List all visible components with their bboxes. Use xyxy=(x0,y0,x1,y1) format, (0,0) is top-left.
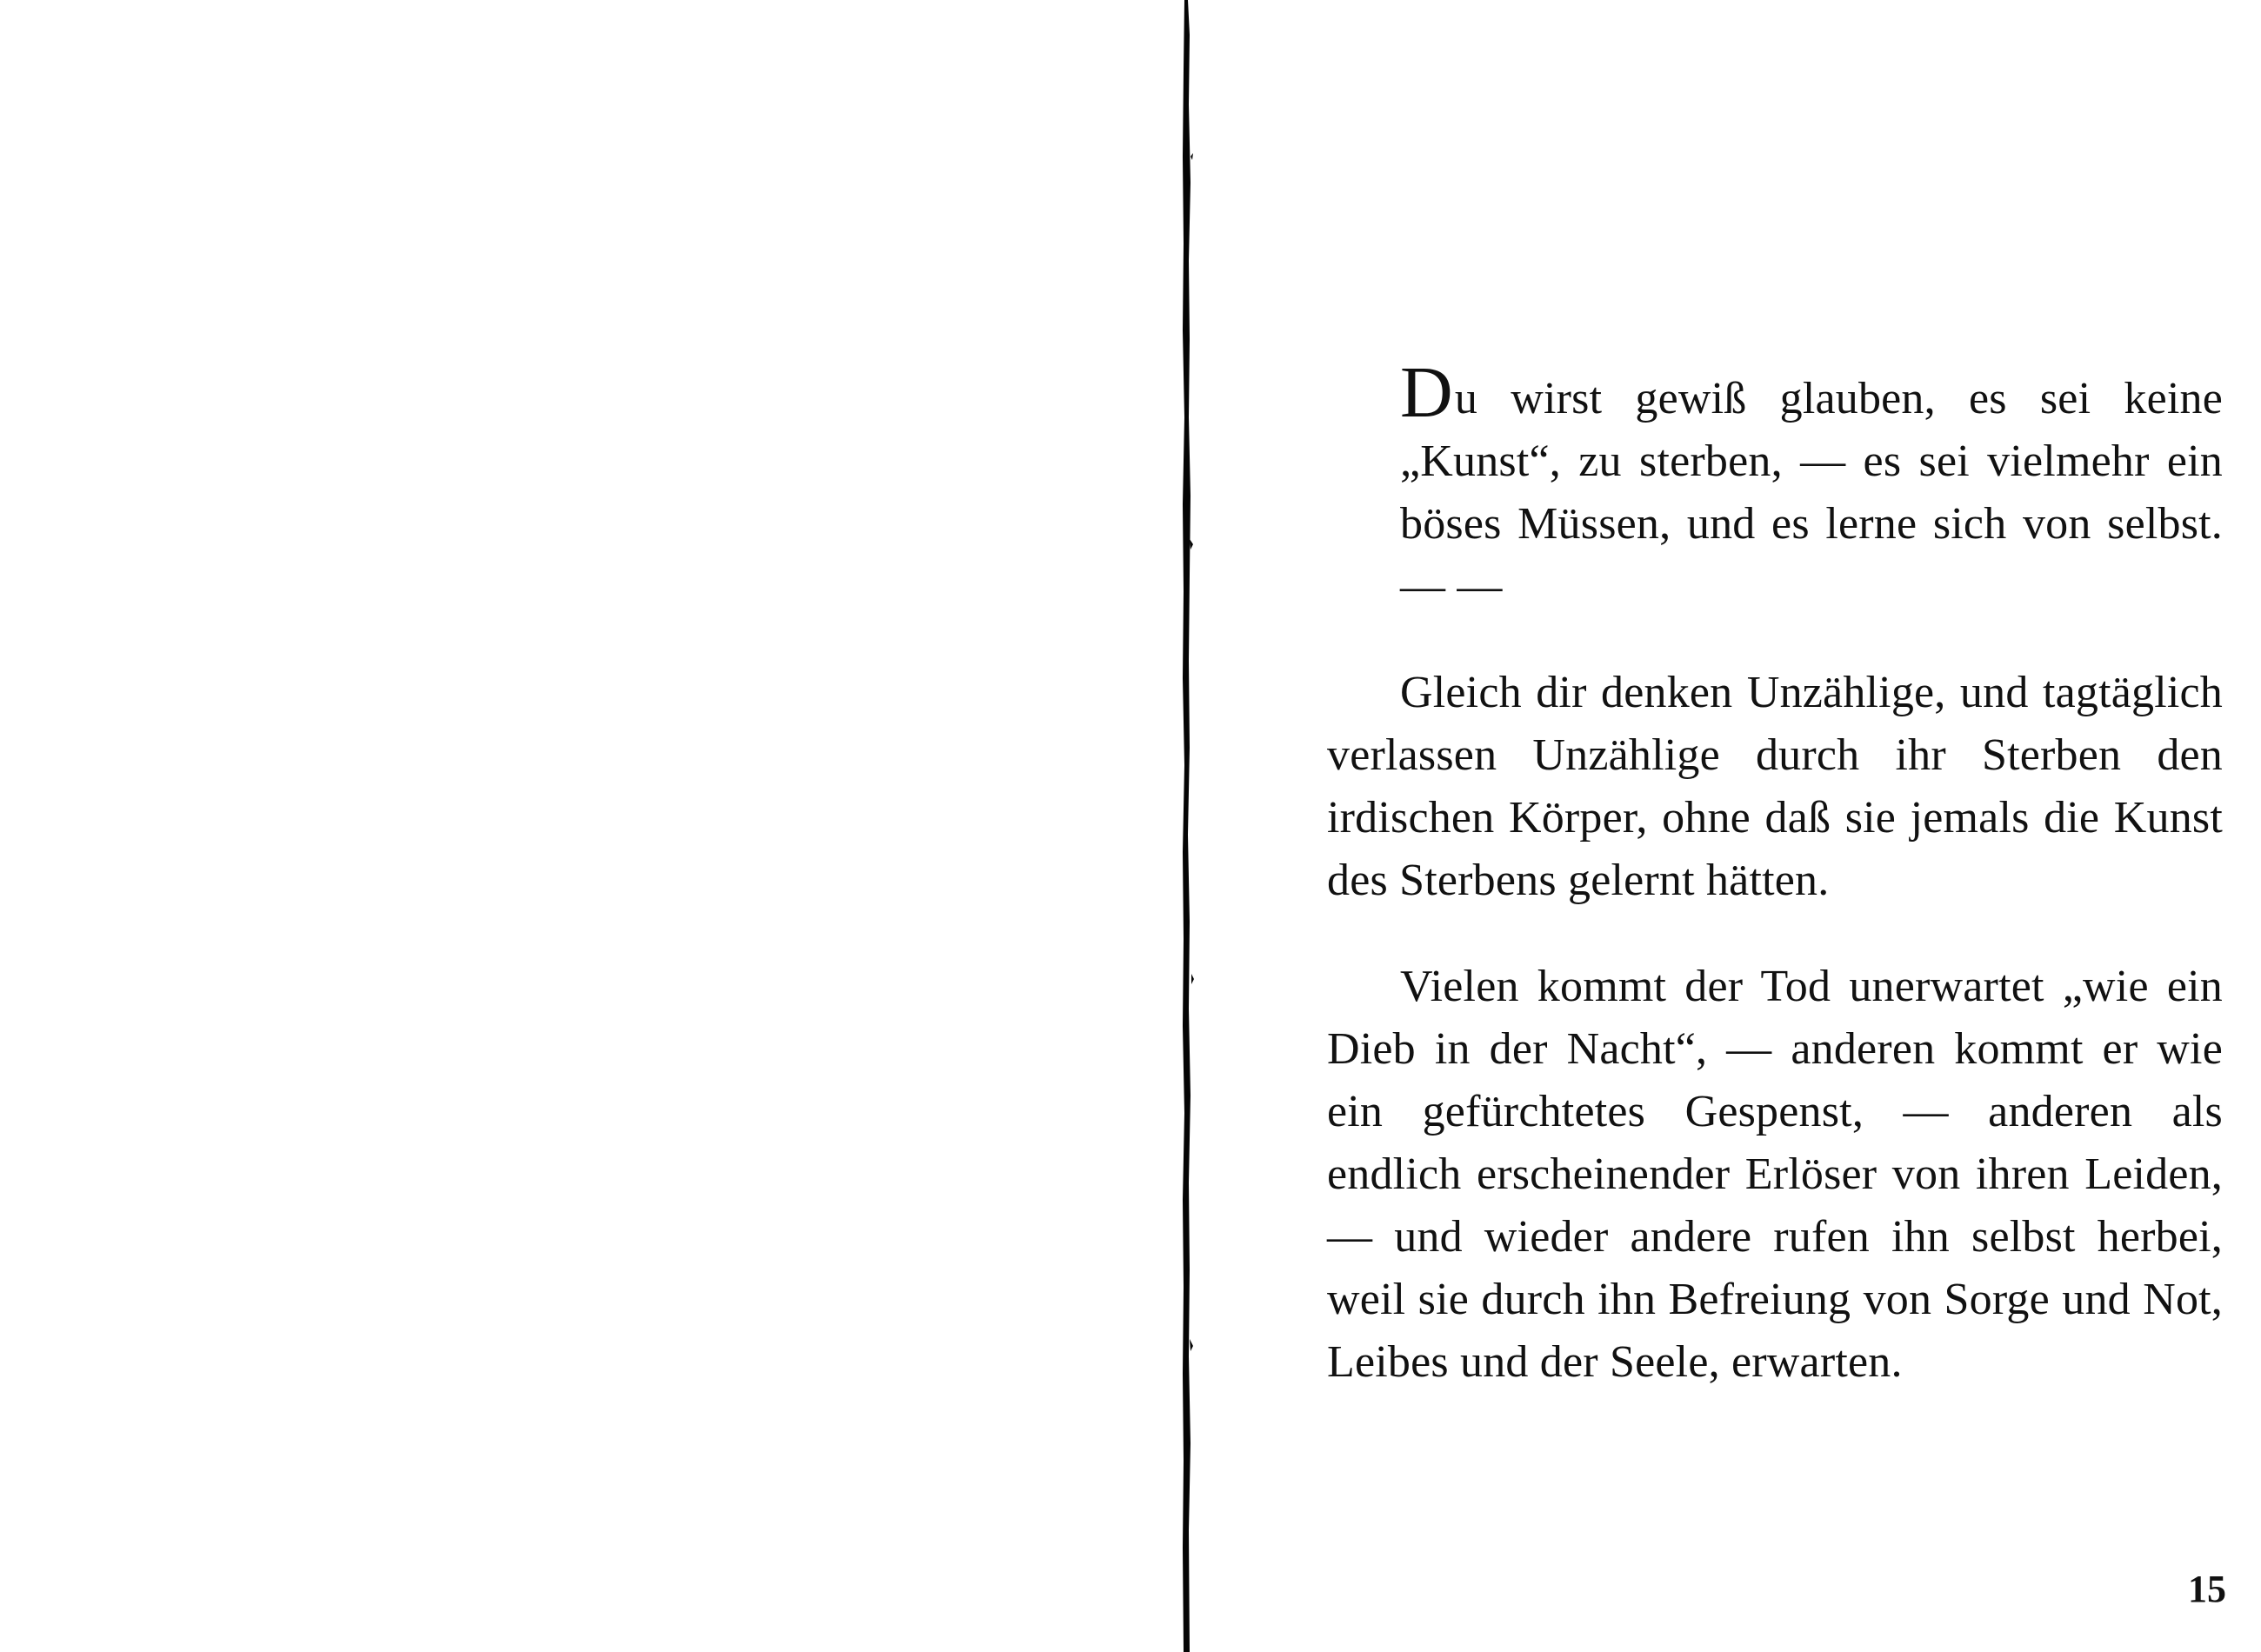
paragraph-1-text: u wirst gewiß glauben, es sei keine „Kunst“, zu sterben, — es sei vielmehr ein böses Müssen, und es lerne sich von selbst. — — xyxy=(1400,374,2223,611)
paragraph-2: Gleich dir denken Unzählige, und tagtäglich verlassen Unzählige durch ihr Sterben den irdischen Körper, ohne daß sie jemals die Kunst des Sterbens gelernt hätten. xyxy=(1327,668,2223,905)
page-number: 15 xyxy=(2188,1568,2226,1610)
right-page xyxy=(1197,0,2261,1652)
drop-cap: D xyxy=(1400,352,1453,433)
gutter-shadow xyxy=(1176,0,1197,1652)
body-text xyxy=(1327,352,2223,1394)
paragraph-1 xyxy=(1327,352,2223,618)
paragraph-3: Vielen kommt der Tod unerwartet „wie ein Dieb in der Nacht“, — anderen kommt er wie ein gefürchtetes Gespenst, — anderen als endlich erscheinender Erlöser von ihren Leiden, — und wieder andere rufen ihn selbst herbei, weil sie durch ihn Befreiung von Sorge und Not, Leibes und der Seele, erwarten. xyxy=(1327,962,2223,1387)
book-gutter xyxy=(1176,0,1197,1652)
